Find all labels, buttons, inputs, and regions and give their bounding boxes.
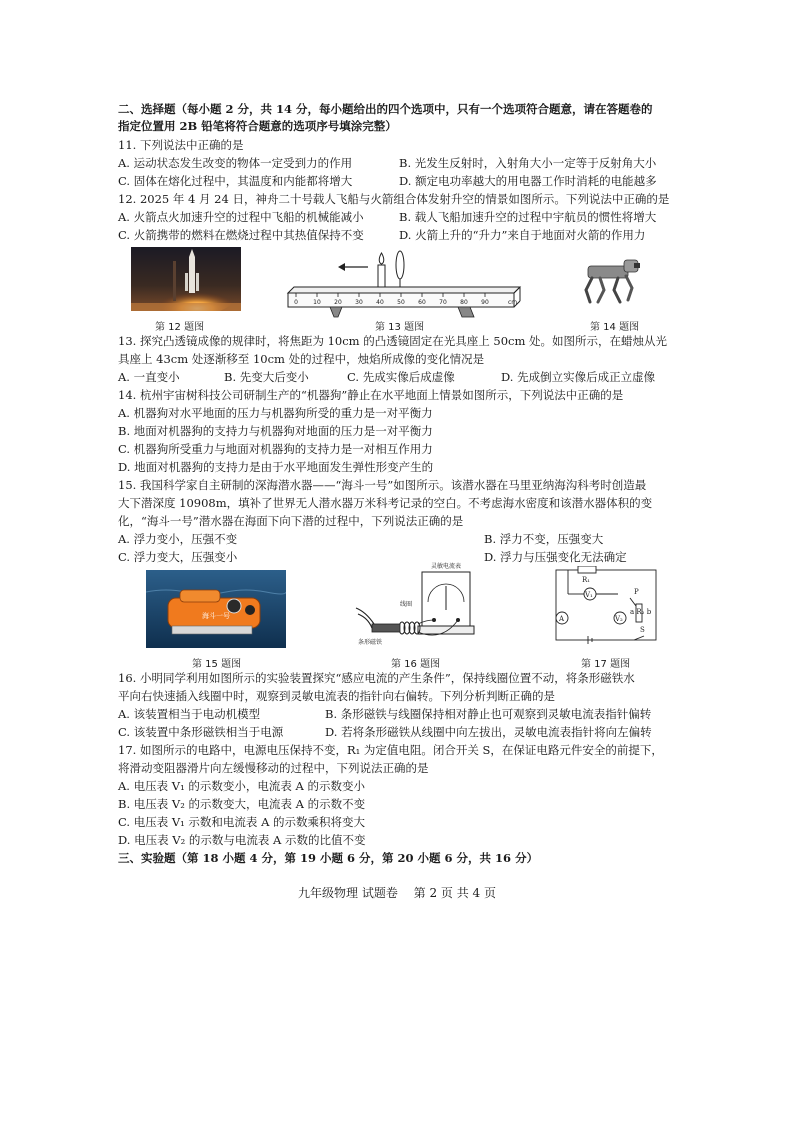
page-footer: [0, 884, 794, 901]
q15-option-c: C. 浮力变大，压强变小: [118, 550, 238, 564]
q13-option-d: D. 先成倒立实像后成正立虚像: [501, 370, 656, 384]
footer-page-number: 第 2 页 共 4 页: [413, 886, 496, 900]
q16-option-d: D. 若将条形磁铁从线圈中向左拔出，灵敏电流表指针将向左偏转: [325, 725, 652, 739]
slider-p-label: P: [634, 588, 639, 596]
q17-stem-line2: 将滑动变阻器滑片向左缓慢移动的过程中，下列说法正确的是: [118, 761, 429, 775]
q17-option-d: D. 电压表 V₂ 的示数与电流表 A 示数的比值不变: [118, 833, 366, 847]
q13-option-a: A. 一直变小: [118, 370, 180, 384]
q14-option-a: A. 机器狗对水平地面的压力与机器狗所受的重力是一对平衡力: [118, 406, 433, 420]
hand-icon: [356, 608, 374, 624]
section2-header-line1: 二、选择题（每小题 2 分，共 14 分，每小题给出的四个选项中，只有一个选项符合题意，请在答题卷的: [118, 102, 653, 116]
ruler-tick-label: 40: [376, 299, 384, 306]
q12-option-d: D. 火箭上升的“升力”来自于地面对火箭的作用力: [399, 228, 646, 242]
ammeter-label: A: [559, 615, 565, 623]
q16-stem-line2: 平向右快速插入线圈中时，观察到灵敏电流表的指针向右偏转。下列分析判断正确的是: [118, 689, 555, 703]
q12-stem: 12. 2025 年 4 月 24 日，神舟二十号载人飞船与火箭组合体发射升空的情景如图所示。下列说法中正确的是: [118, 192, 670, 206]
q16-option-c: C. 该装置中条形磁铁相当于电源: [118, 725, 284, 739]
q17-option-b: B. 电压表 V₂ 的示数变大，电流表 A 的示数不变: [118, 797, 366, 811]
v2-label: V₂: [615, 615, 623, 623]
ruler-tick-label: 20: [334, 299, 342, 306]
q15-option-a: A. 浮力变小，压强不变: [118, 532, 238, 546]
q16-option-b: B. 条形磁铁与线圈保持相对静止也可观察到灵敏电流表指针偏转: [325, 707, 652, 721]
q16-stem-line1: 16. 小明同学利用如图所示的实验装置探究“感应电流的产生条件”，保持线圈位置不动，将条形磁铁水: [118, 671, 635, 685]
induction-experiment-diagram: [352, 562, 488, 652]
r1-label: R₁: [582, 576, 591, 584]
q14-option-b: B. 地面对机器狗的支持力与机器狗对地面的压力是一对平衡力: [118, 424, 433, 438]
q13-stem-line2: 具座上 43cm 处逐渐移至 10cm 处的过程中，烛焰所成像的变化情况是: [118, 352, 485, 366]
ruler-tick-label: 0: [294, 299, 298, 306]
q12-option-a: A. 火箭点火加速升空的过程中飞船的机械能减小: [118, 210, 364, 224]
q13-option-c: C. 先成实像后成虚像: [347, 370, 455, 384]
q14-stem: 14. 杭州宇宙树科技公司研制生产的“机器狗”静止在水平地面上情景如图所示，下列说法中正确的是: [118, 388, 624, 402]
section3-header: 三、实验题（第 18 小题 4 分，第 19 小题 6 分，第 20 小题 6 分，共 16 分）: [118, 851, 539, 865]
ruler-tick-label: 10: [313, 299, 321, 306]
coil-icon: [399, 622, 420, 634]
q12-option-b: B. 载人飞船加速升空的过程中宇航员的惯性将增大: [399, 210, 657, 224]
ruler-tick-label: 50: [397, 299, 405, 306]
galvanometer-icon: [418, 572, 474, 634]
q11-option-a: A. 运动状态发生改变的物体一定受到力的作用: [118, 156, 353, 170]
ruler-tick-label: 60: [418, 299, 426, 306]
q12-option-c: C. 火箭携带的燃料在燃烧过程中其热值保持不变: [118, 228, 364, 242]
bar-magnet-icon: [372, 624, 400, 632]
rocket-launch-photo: [131, 247, 241, 311]
footer-subject: 九年级物理 试题卷: [298, 886, 398, 900]
ruler-unit-label: cm: [508, 299, 518, 306]
optical-bench-diagram: [282, 247, 522, 321]
q17-option-c: C. 电压表 V₁ 示数和电流表 A 的示数乘积将变大: [118, 815, 366, 829]
fig15-caption: 第 15 题图: [192, 659, 242, 670]
section2-header-line2: 指定位置用 2B 铅笔将符合题意的选项序号填涂完整）: [118, 119, 397, 133]
fig14-caption: 第 14 题图: [590, 322, 640, 333]
q15-stem-line2: 大下潜深度 10908m，填补了世界无人潜水器万米科考记录的空白。不考虑海水密度和该潜水器体积的变: [118, 496, 653, 510]
q17-option-a: A. 电压表 V₁ 的示数变小，电流表 A 的示数变小: [118, 779, 365, 793]
q11-option-b: B. 光发生反射时，入射角大小一定等于反射角大小: [399, 156, 657, 170]
q13-stem-line1: 13. 探究凸透镜成像的规律时，将焦距为 10cm 的凸透镜固定在光具座上 50cm 处。如图所示，在蜡烛从光: [118, 334, 668, 348]
q14-option-d: D. 地面对机器狗的支持力是由于水平地面发生弹性形变产生的: [118, 460, 434, 474]
q11-option-c: C. 固体在熔化过程中，其温度和内能都将增大: [118, 174, 353, 188]
ruler-tick-label: 90: [481, 299, 489, 306]
fig17-caption: 第 17 题图: [581, 659, 631, 670]
q14-option-c: C. 机器狗所受重力与地面对机器狗的支持力是一对相互作用力: [118, 442, 433, 456]
q11-stem: 11. 下列说法中正确的是: [118, 138, 244, 152]
q15-option-b: B. 浮力不变，压强变大: [484, 532, 604, 546]
robot-dog-photo: [574, 252, 652, 308]
submersible-name-label: 海斗一号: [202, 612, 230, 620]
ruler-tick-label: 80: [460, 299, 468, 306]
ruler-tick-label: 30: [355, 299, 363, 306]
r2-label: a R₂ b: [630, 608, 652, 616]
coil-label: 线圈: [400, 601, 413, 608]
submersible-photo: [146, 570, 286, 648]
q16-option-a: A. 该装置相当于电动机模型: [118, 707, 261, 721]
q13-option-b: B. 先变大后变小: [224, 370, 309, 384]
v1-label: V₁: [585, 591, 593, 599]
circuit-diagram: [548, 566, 666, 650]
q17-stem-line1: 17. 如图所示的电路中，电源电压保持不变，R₁ 为定值电阻。闭合开关 S，在保证电路元件安全的前提下，: [118, 743, 663, 757]
fig16-caption: 第 16 题图: [391, 659, 441, 670]
q15-stem-line3: 化，“海斗一号”潜水器在海面下向下潜的过程中，下列说法正确的是: [118, 514, 464, 528]
galvanometer-label: 灵敏电流表: [430, 563, 462, 570]
fig12-caption: 第 12 题图: [155, 322, 205, 333]
switch-label: S: [640, 626, 645, 634]
ruler-tick-label: 70: [439, 299, 447, 306]
fig13-caption: 第 13 题图: [375, 322, 425, 333]
magnet-label: 条形磁铁: [358, 639, 383, 646]
q15-option-d: D. 浮力与压强变化无法确定: [484, 550, 627, 564]
q15-stem-line1: 15. 我国科学家自主研制的深海潜水器——“海斗一号”如图所示。该潜水器在马里亚纳海沟科考时创造最: [118, 478, 647, 492]
q11-option-d: D. 额定电功率越大的用电器工作时消耗的电能越多: [399, 174, 657, 188]
